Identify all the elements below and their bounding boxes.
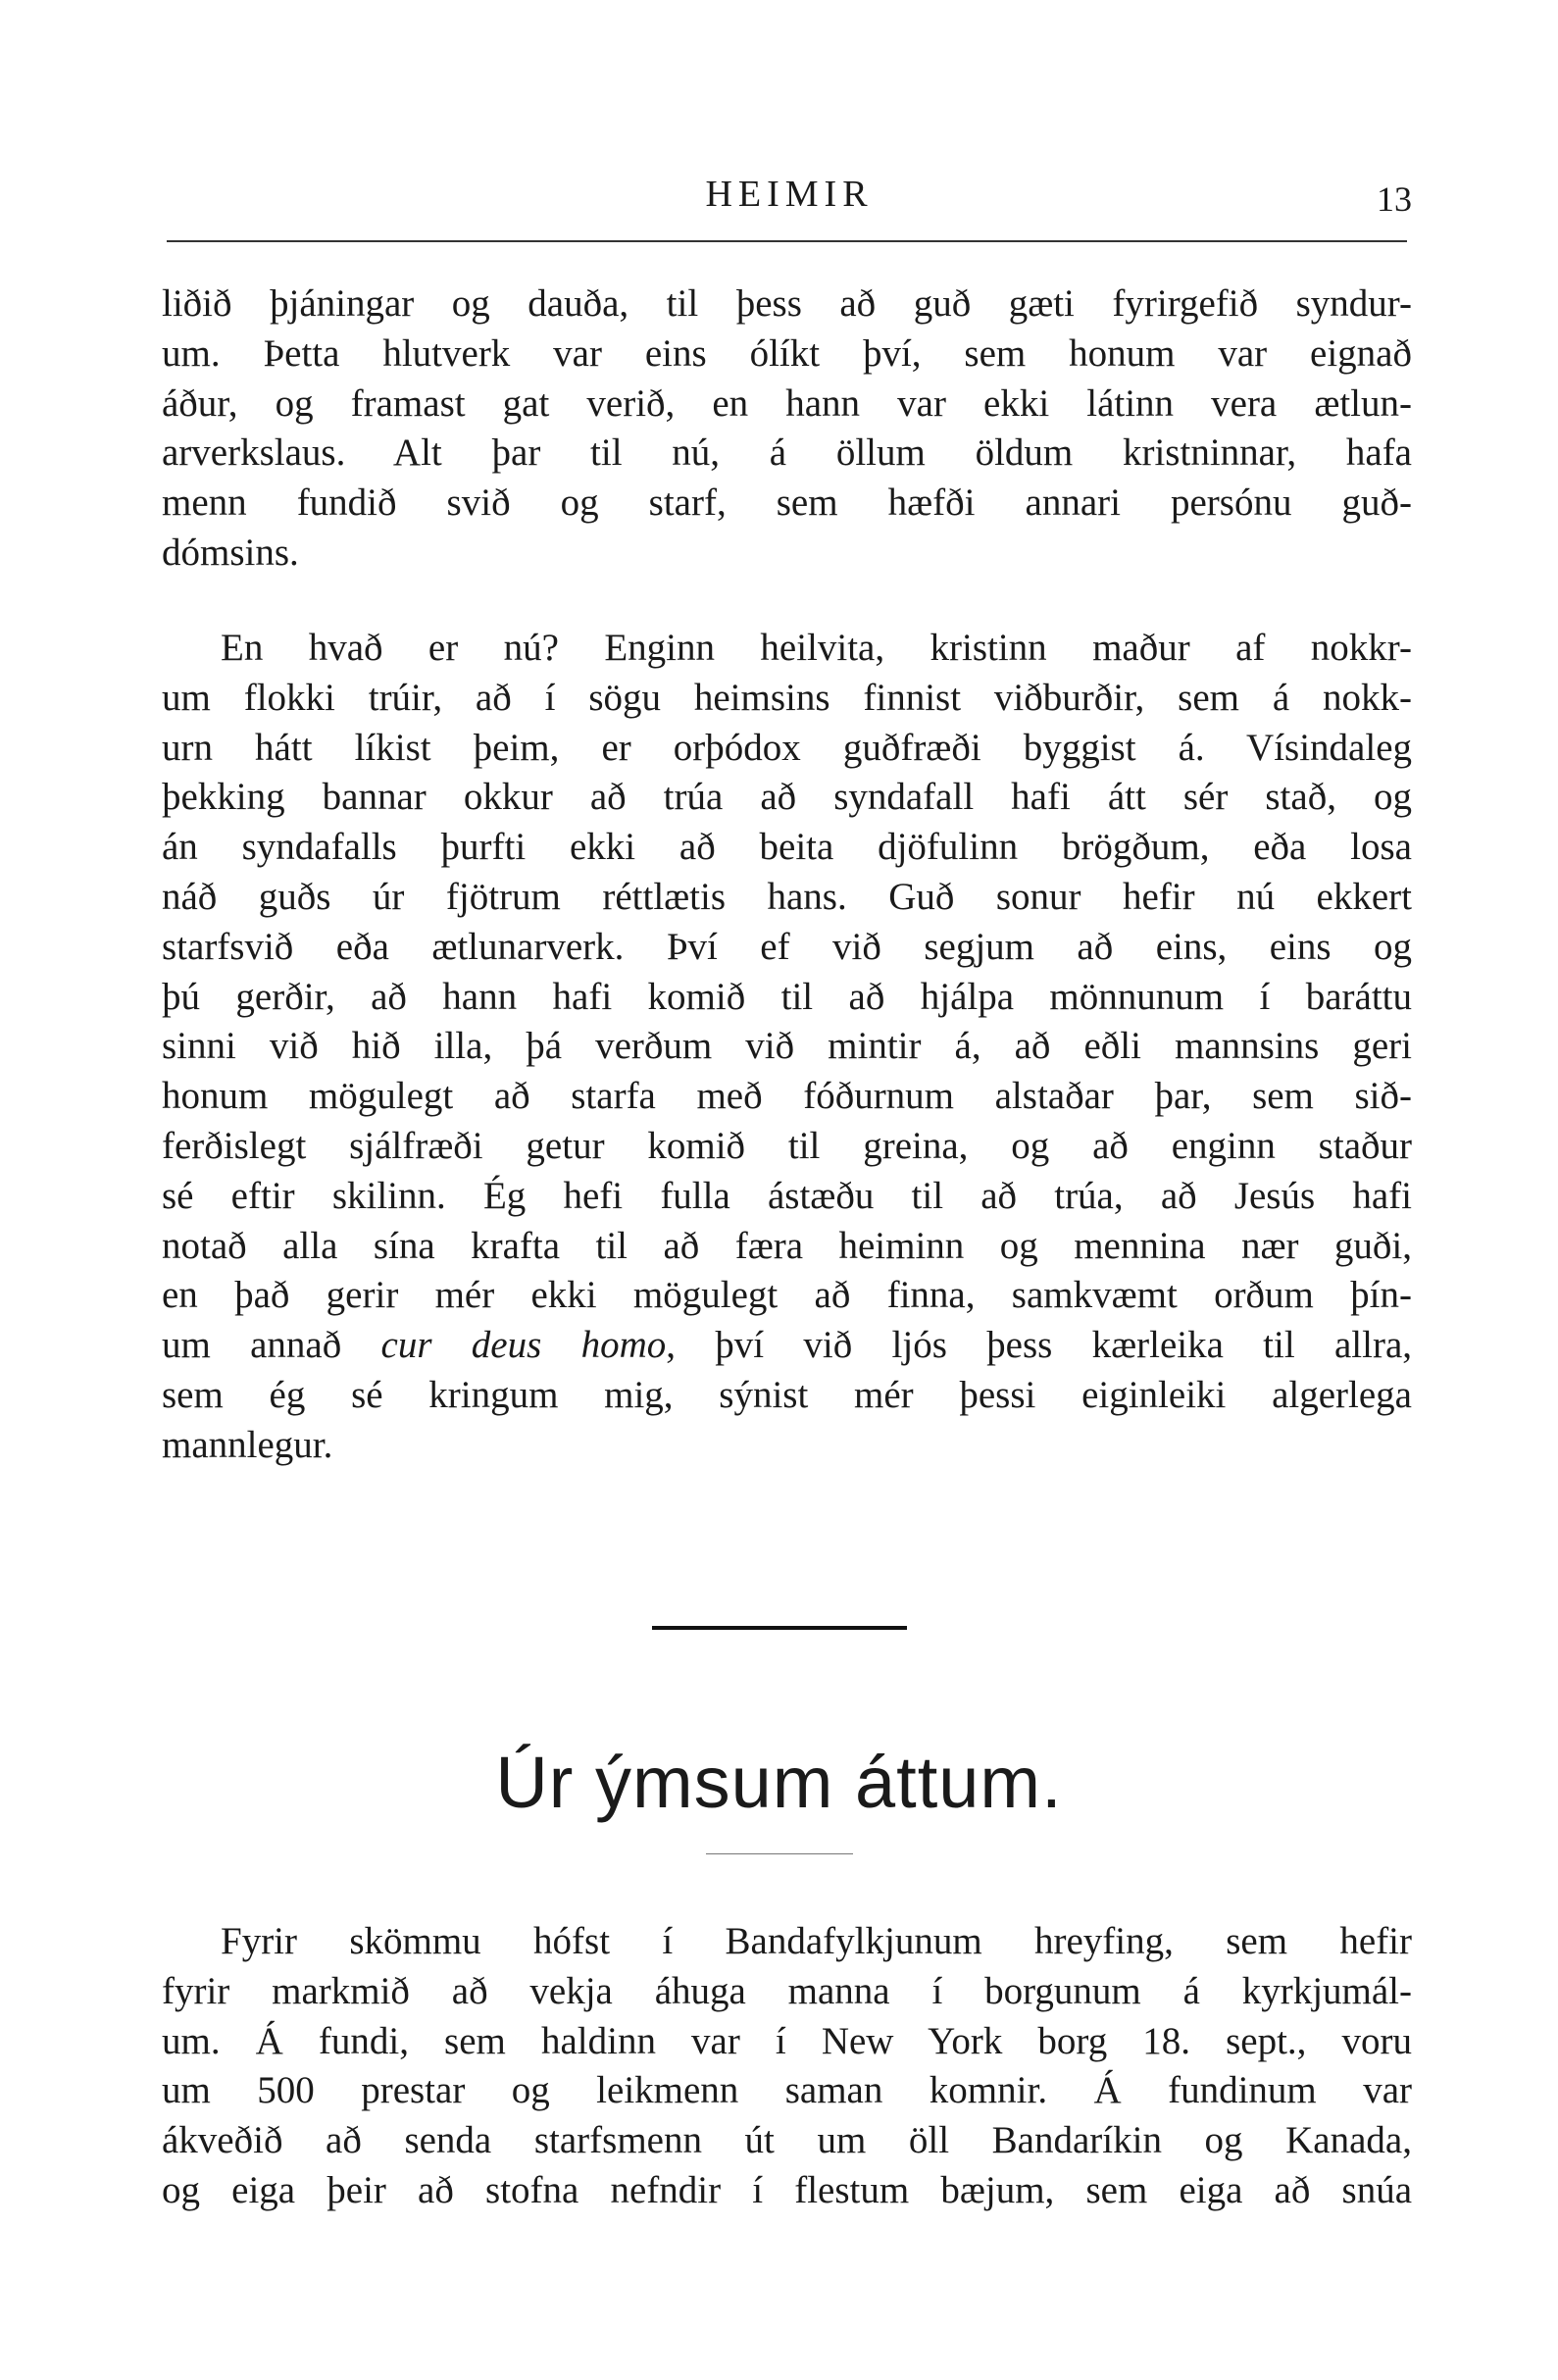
text-line: þú gerðir, að hann hafi komið til að hjálpa mönnunum í baráttu xyxy=(162,975,1412,1018)
text-line: og eiga þeir að stofna nefndir í flestum bæjum, sem eiga að snúa xyxy=(162,2168,1412,2211)
text-line: notað alla sína krafta til að færa heiminn og mennina nær guði, xyxy=(162,1224,1412,1267)
text-line: ákveðið að senda starfsmenn út um öll Bandaríkin og Kanada, xyxy=(162,2119,1412,2162)
text-line: um. Á fundi, sem haldinn var í New York borg 18. sept., voru xyxy=(162,2019,1412,2062)
text-line: ferðislegt sjálfræði getur komið til greina, og að enginn staður xyxy=(162,1124,1412,1167)
text-line: um 500 prestar og leikmenn saman komnir. Á fundinum var xyxy=(162,2069,1412,2112)
paragraph-2 xyxy=(162,624,1412,1471)
text-line: mannlegur. xyxy=(162,1423,333,1466)
running-header xyxy=(167,169,1412,228)
text-line: áður, og framast gat verið, en hann var ekki látinn vera ætlun- xyxy=(162,381,1412,425)
text-line: urn hátt líkist þeim, er orþódox guðfræði byggist á. Vísindaleg xyxy=(162,726,1412,769)
text-line: fyrir markmið að vekja áhuga manna í borgunum á kyrkjumál- xyxy=(162,1969,1412,2012)
section-divider xyxy=(652,1626,907,1630)
text-line: honum mögulegt að starfa með fóðurnum alstaðar þar, sem sið- xyxy=(162,1075,1412,1118)
text-line-with-italic: um annað cur deus homo, því við ljós þess kærleika til allra, xyxy=(162,1324,1412,1367)
text-line: sem ég sé kringum mig, sýnist mér þessi eiginleiki algerlega xyxy=(162,1373,1412,1416)
header-rule xyxy=(167,240,1407,242)
text-line: menn fundið svið og starf, sem hæfði annari persónu guð- xyxy=(162,481,1412,525)
text-line: En hvað er nú? Enginn heilvita, kristinn maður af nokkr- xyxy=(221,627,1412,669)
text-line: um. Þetta hlutverk var eins ólíkt því, sem honum var eignað xyxy=(162,331,1412,375)
text-line: dómsins. xyxy=(162,531,299,574)
section-title: Úr ýmsum áttum. xyxy=(495,1742,1063,1823)
page-number: 13 xyxy=(1377,179,1412,219)
title-underline xyxy=(706,1853,853,1854)
text-line: náð guðs úr fjötrum réttlætis hans. Guð sonur hefir nú ekkert xyxy=(162,875,1412,918)
italic-phrase: cur deus homo xyxy=(380,1324,667,1367)
text-line: um flokki trúir, að í sögu heimsins finnist viðburðir, sem á nokk- xyxy=(162,676,1412,719)
running-title: HEIMIR xyxy=(705,174,874,215)
text-line: sé eftir skilinn. Ég hefi fulla ástæðu til að trúa, að Jesús hafi xyxy=(162,1174,1412,1217)
text-line: þekking bannar okkur að trúa að syndafall hafi átt sér stað, og xyxy=(162,776,1412,819)
paragraph-3 xyxy=(162,1917,1412,2216)
text-line: arverkslaus. Alt þar til nú, á öllum öldum kristninnar, hafa xyxy=(162,431,1412,475)
text-line: Fyrir skömmu hófst í Bandafylkjunum hreyfing, sem hefir xyxy=(221,1920,1412,1962)
text-line: liðið þjáningar og dauða, til þess að guð gæti fyrirgefið syndur- xyxy=(162,282,1412,325)
text-line: sinni við hið illa, þá verðum við mintir á, að eðli mannsins geri xyxy=(162,1025,1412,1068)
paragraph-1 xyxy=(162,279,1412,579)
text-line: en það gerir mér ekki mögulegt að finna, samkvæmt orðum þín- xyxy=(162,1274,1412,1317)
text-line: starfsvið eða ætlunarverk. Því ef við segjum að eins, eins og xyxy=(162,925,1412,968)
text-line: án syndafalls þurfti ekki að beita djöfulinn brögðum, eða losa xyxy=(162,826,1412,869)
